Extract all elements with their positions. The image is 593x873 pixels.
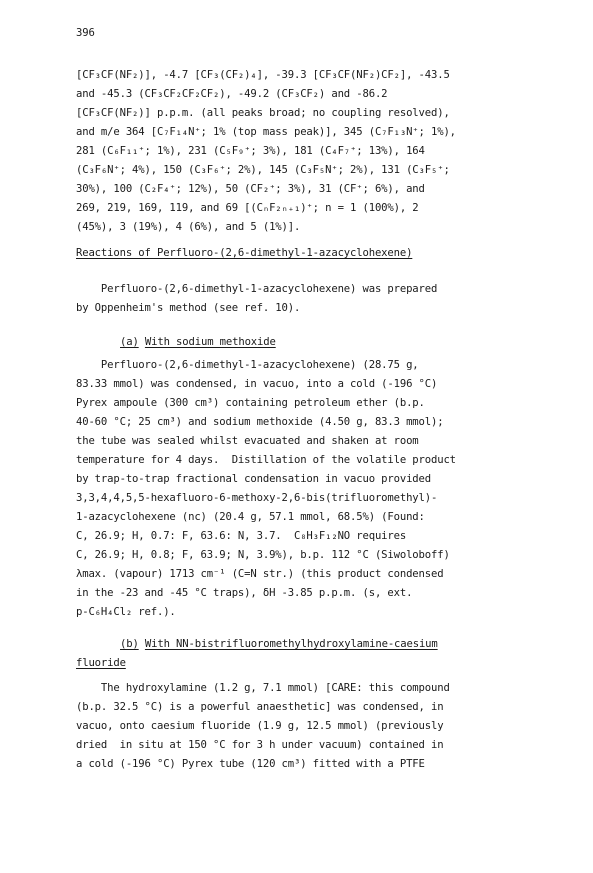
- text-line: C, 26.9; H, 0.7: F, 63.6: N, 3.7. C₈H₃F₁₂NO requires: [76, 530, 407, 542]
- text-line: vacuo, onto caesium fluoride (1.9 g, 12.5 mmol) (previously: [76, 720, 444, 732]
- subsection-heading-b: [120, 635, 438, 654]
- text-line: and -45.3 (CF₃CF₂CF₂CF₂), -49.2 (CF₃CF₂) and -86.2: [76, 88, 388, 100]
- text-line: (45%), 3 (19%), 4 (6%), and 5 (1%)].: [76, 221, 301, 233]
- section-heading: Reactions of Perfluoro-(2,6-dimethyl-1-azacyclohexene): [76, 247, 413, 259]
- text-line: 40-60 °C; 25 cm³) and sodium methoxide (4.50 g, 83.3 mmol);: [76, 416, 444, 428]
- text-line: 281 (C₆F₁₁⁺; 1%), 231 (C₅F₉⁺; 3%), 181 (C₄F₇⁺; 13%), 164: [76, 145, 425, 157]
- text-line: a cold (-196 °C) Pyrex tube (120 cm³) fitted with a PTFE: [76, 758, 425, 770]
- subsection-label: (b): [120, 638, 139, 650]
- text-line: Pyrex ampoule (300 cm³) containing petroleum ether (b.p.: [76, 397, 425, 409]
- text-line: in the -23 and -45 °C traps), δH -3.85 p.p.m. (s, ext.: [76, 587, 413, 599]
- text-line: Perfluoro-(2,6-dimethyl-1-azacyclohexene) was prepared: [76, 283, 438, 295]
- text-line: and m/e 364 [C₇F₁₄N⁺; 1% (top mass peak)], 345 (C₇F₁₃N⁺; 1%),: [76, 126, 456, 138]
- text-line: Perfluoro-(2,6-dimethyl-1-azacyclohexene) (28.75 g,: [76, 359, 419, 371]
- text-line: by Oppenheim's method (see ref. 10).: [76, 302, 301, 314]
- text-line: 1-azacyclohexene (nc) (20.4 g, 57.1 mmol, 68.5%) (Found:: [76, 511, 425, 523]
- text-line: the tube was sealed whilst evacuated and shaken at room: [76, 435, 419, 447]
- text-line: [CF₃CF(NF₂)] p.p.m. (all peaks broad; no coupling resolved),: [76, 107, 450, 119]
- subsection-title: With sodium methoxide: [144, 336, 276, 348]
- text-line: p-C₆H₄Cl₂ ref.).: [76, 606, 176, 618]
- subsection-heading-a: [120, 333, 276, 352]
- page-number: 396: [76, 27, 95, 39]
- subsection-title: With NN-bistrifluoromethylhydroxylamine-caesium: [144, 638, 438, 650]
- text-line: The hydroxylamine (1.2 g, 7.1 mmol) [CARE: this compound: [76, 682, 450, 694]
- subsection-label: (a): [120, 336, 139, 348]
- text-line: by trap-to-trap fractional condensation in vacuo provided: [76, 473, 431, 485]
- text-line: 30%), 100 (C₂F₄⁺; 12%), 50 (CF₂⁺; 3%), 31 (CF⁺; 6%), and: [76, 183, 425, 195]
- subsection-title-continued: fluoride: [76, 657, 126, 669]
- text-line: 269, 219, 169, 119, and 69 [(CₙF₂ₙ₊₁)⁺; n = 1 (100%), 2: [76, 202, 419, 214]
- text-line: λmax. (vapour) 1713 cm⁻¹ (C=N str.) (this product condensed: [76, 568, 444, 580]
- text-line: [CF₃CF(NF₂)], -4.7 [CF₃(CF₂)₄], -39.3 [CF₃CF(NF₂)CF₂], -43.5: [76, 69, 450, 81]
- text-line: (C₃F₆N⁺; 4%), 150 (C₃F₆⁺; 2%), 145 (C₃F₅N⁺; 2%), 131 (C₃F₅⁺;: [76, 164, 450, 176]
- text-line: 3,3,4,4,5,5-hexafluoro-6-methoxy-2,6-bis(trifluoromethyl)-: [76, 492, 438, 504]
- text-line: dried in situ at 150 °C for 3 h under vacuum) contained in: [76, 739, 444, 751]
- text-line: C, 26.9; H, 0.8; F, 63.9; N, 3.9%), b.p. 112 °C (Siwoloboff): [76, 549, 450, 561]
- text-line: 83.33 mmol) was condensed, in vacuo, into a cold (-196 °C): [76, 378, 438, 390]
- text-line: (b.p. 32.5 °C) is a powerful anaesthetic] was condensed, in: [76, 701, 444, 713]
- text-line: temperature for 4 days. Distillation of the volatile product: [76, 454, 456, 466]
